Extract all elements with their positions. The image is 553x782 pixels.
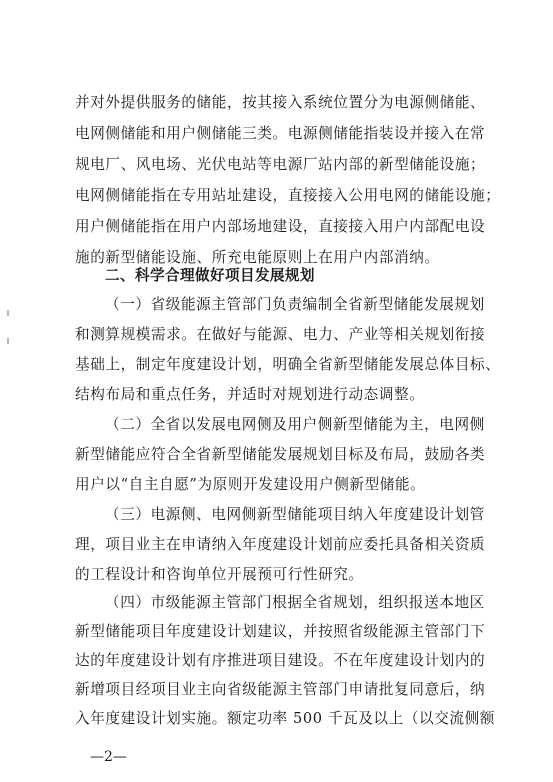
paragraph-2-line-4: 结构布局和重点任务，并适时对规划进行动态调整。 bbox=[75, 386, 425, 403]
paragraph-3-line-3: 用户以“自主自愿”为原则开发建设用户侧新型储能。 bbox=[75, 476, 426, 493]
paragraph-4-line-1: （三）电源侧、电网侧新型储能项目纳入年度建设计划管 bbox=[105, 506, 485, 523]
paragraph-2-line-3: 基础上，制定年度建设计划，明确全省新型储能发展总体目标、 bbox=[75, 356, 501, 373]
paragraph-5-line-4: 新增项目经项目业主向省级能源主管部门申请批复同意后，纳 bbox=[75, 681, 486, 698]
scan-edge-mark bbox=[7, 338, 9, 344]
paragraph-4-line-2: 理，项目业主在申请纳入年度建设计划前应委托具备相关资质 bbox=[75, 536, 486, 553]
paragraph-1-line-4: 电网侧储能指在专用站址建设，直接接入公用电网的储能设施； bbox=[75, 187, 501, 204]
paragraph-1-line-1: 并对外提供服务的储能，按其接入系统位置分为电源侧储能、 bbox=[75, 94, 486, 111]
paragraph-1-line-5: 用户侧储能指在用户内部场地建设，直接接入用户内部配电设 bbox=[75, 218, 486, 235]
paragraph-5-line-3: 达的年度建设计划有序推进项目建设。不在年度建设计划内的 bbox=[75, 652, 486, 669]
paragraph-3-line-1: （二）全省以发展电网侧及用户侧新型储能为主，电网侧 bbox=[105, 416, 485, 433]
paragraph-1-line-3: 规电厂、风电场、光伏电站等电源厂站内部的新型储能设施； bbox=[75, 156, 486, 173]
paragraph-5-line-1: （四）市级能源主管部门根据全省规划，组织报送本地区 bbox=[105, 594, 485, 611]
paragraph-4-line-3: 的工程设计和咨询单位开展预可行性研究。 bbox=[75, 566, 364, 583]
paragraph-3-line-2: 新型储能应符合全省新型储能发展规划目标及布局，鼓励各类 bbox=[75, 446, 486, 463]
paragraph-1-line-6: 施的新型储能设施、所充电能原则上在用户内部消纳。 bbox=[75, 249, 440, 266]
page-number: —2— bbox=[90, 749, 127, 765]
section-heading: 二、科学合理做好项目发展规划 bbox=[105, 267, 315, 284]
paragraph-1-line-2: 电网侧储能和用户侧储能三类。电源侧储能指装设并接入在常 bbox=[75, 125, 486, 142]
paragraph-5-line-2: 新型储能项目年度建设计划建议，并按照省级能源主管部门下 bbox=[75, 623, 486, 640]
scan-edge-mark bbox=[7, 310, 9, 316]
paragraph-5-line-5: 入年度建设计划实施。额定功率 500 千瓦及以上（以交流侧额 bbox=[75, 710, 495, 727]
paragraph-2-line-1: （一）省级能源主管部门负责编制全省新型储能发展规划 bbox=[105, 296, 485, 313]
paragraph-2-line-2: 和测算规模需求。在做好与能源、电力、产业等相关规划衔接 bbox=[75, 326, 486, 343]
